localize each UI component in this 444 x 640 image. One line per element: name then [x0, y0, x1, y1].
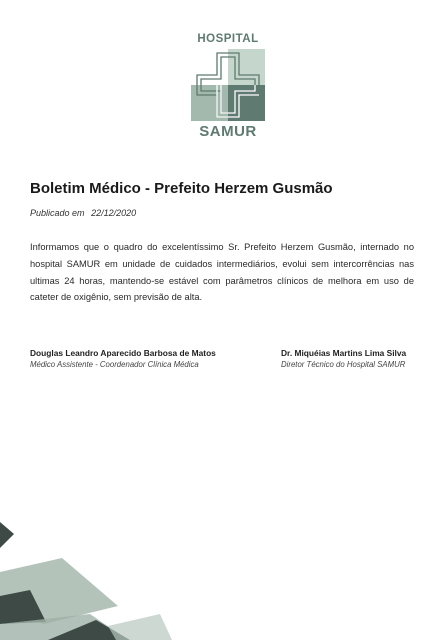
- signature-name: Douglas Leandro Aparecido Barbosa de Matos: [30, 348, 216, 358]
- bulletin-body: Informamos que o quadro do excelentíssimo Sr. Prefeito Herzem Gusmão, internado no hospital SAMUR em unidade de cuidados intermediários, evolui sem intercorrências nas ultimas 24 horas, mantendo-se estável com parâmetros clínicos de melhora em uso de cateter de oxigênio, sem previsão de alta.: [30, 242, 414, 303]
- logo-top-text: HOSPITAL: [197, 33, 259, 45]
- signature-role: Médico Assistente - Coordenador Clínica Médica: [30, 360, 199, 369]
- logo-bottom-text: SAMUR: [199, 123, 257, 140]
- document-title: Boletim Médico - Prefeito Herzem Gusmão: [30, 180, 333, 197]
- published-label: Publicado em: [30, 208, 85, 218]
- published-date: 22/12/2020: [91, 208, 137, 218]
- signature-name: Dr. Miquéias Martins Lima Silva: [281, 348, 407, 358]
- signature-role: Diretor Técnico do Hospital SAMUR: [281, 360, 406, 369]
